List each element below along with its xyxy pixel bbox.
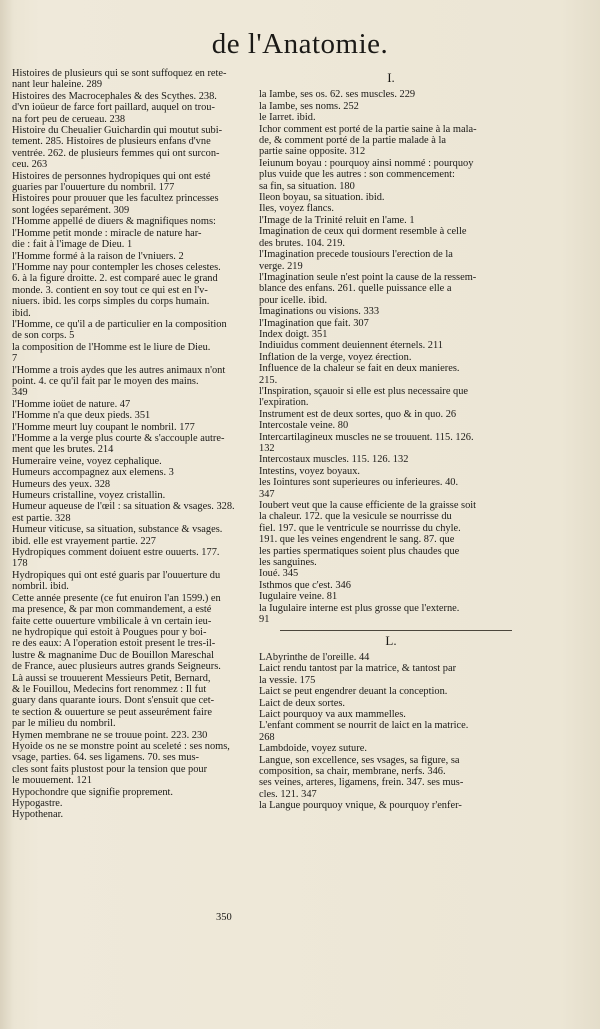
index-line: l'Homme, ce qu'il a de particulier en la composition: [12, 318, 227, 330]
index-line: 347: [259, 488, 275, 500]
index-line: la Iambe, ses noms. 252: [259, 100, 359, 112]
index-line: Ichor comment est porté de la partie saine à la mala-: [259, 123, 477, 135]
index-line: guaries par l'ouuerture du nombril. 177: [12, 182, 175, 194]
index-line: Hypogastre.: [12, 798, 63, 809]
index-line: Intercostale veine. 80: [259, 420, 349, 432]
index-line: Hydropiques comment doiuent estre ouuerts. 177.: [12, 547, 220, 559]
index-line: ceu. 263: [12, 159, 48, 171]
index-line: Humeur aqueuse de l'œil : sa situation & vsages. 328.: [12, 501, 235, 513]
index-line: 268: [259, 731, 275, 743]
index-line: l'Homme meurt luy coupant le nombril. 177: [12, 421, 195, 433]
index-line: Histoires de personnes hydropiques qui ont esté: [12, 170, 211, 182]
index-line: re des eaux: A l'operation estoit present le tres-il-: [12, 638, 216, 650]
index-line: l'Imagination seule n'est point la cause de la ressem-: [259, 271, 477, 283]
index-line: d'vn ioüeur de farce fort paillard, auquel on trou-: [12, 102, 215, 114]
left-index-column: [12, 68, 278, 821]
index-line: Indiuidus comment deuiennent éternels. 211: [259, 340, 444, 352]
page-number: 350: [216, 912, 232, 923]
right-index-column: [259, 68, 523, 812]
index-line: Laict rendu tantost par la matrice, & tantost par: [259, 663, 457, 675]
index-line: Hydropiques qui ont esté guaris par l'ouuerture du: [12, 569, 221, 581]
index-line: ibid. elle est vrayement partie. 227: [12, 535, 156, 547]
index-line: l'expiration.: [259, 397, 309, 409]
index-line: nombril. ibid.: [12, 581, 69, 593]
index-line: Imaginations ou visions. 333: [259, 306, 380, 318]
index-line: ma presence, & par mon commandement, a esté: [12, 604, 212, 616]
index-line: LAbyrinthe de l'oreille. 44: [259, 651, 370, 663]
index-line: 178: [12, 558, 28, 570]
index-line: Influence de la chaleur se fait en deux manieres.: [259, 363, 460, 375]
index-line: Humeurs des yeux. 328: [12, 478, 111, 490]
index-line: te section & ouuerture se peut asseurément faire: [12, 706, 212, 718]
index-line: la composition de l'Homme est le liure de Dieu.: [12, 341, 211, 353]
index-line: l'Homme ioüet de nature. 47: [12, 398, 131, 410]
index-line: Lambdoide, voyez suture.: [259, 743, 367, 755]
index-line: 349: [12, 387, 28, 399]
section-i-entries: [259, 89, 523, 625]
index-line: Humeurs cristalline, voyez cristallin.: [12, 490, 166, 502]
index-line: monde. 3. contient en soy tout ce qui est en l'v-: [12, 284, 208, 296]
index-line: composition, sa chair, membrane, nerfs. 346.: [259, 765, 446, 777]
index-line: 91: [259, 614, 270, 626]
index-line: ment que les brutes. 214: [12, 444, 114, 456]
index-line: l'Homme nay pour contempler les choses celestes.: [12, 261, 221, 273]
section-divider: [280, 630, 512, 631]
page-title: de l'Anatomie.: [211, 28, 389, 60]
section-l-entries: [259, 652, 523, 812]
index-line: Ioué. 345: [259, 568, 299, 580]
index-line: faite cette ouuerture vmbilicale à vn certain ieu-: [12, 615, 212, 627]
index-line: Là aussi se trouuerent Messieurs Petit, Bernard,: [12, 672, 211, 684]
index-line: ibid.: [12, 307, 31, 319]
index-line: la Langue pourquoy vnique, & pourquoy r'enfer-: [259, 800, 462, 812]
index-line: l'Homme formé à la raison de l'vniuers. 2: [12, 250, 184, 262]
index-line: & le Fouillou, Medecins fort renommez : Il fut: [12, 683, 207, 695]
index-line: Histoires de plusieurs qui se sont suffoquez en rete-: [12, 68, 227, 79]
index-line: le mouuement. 121: [12, 775, 92, 787]
index-line: sa fin, sa situation. 180: [259, 180, 355, 192]
index-line: fiel. 197. que le ventricule se nourrisse du chyle.: [259, 522, 461, 534]
index-line: les Iointures sont superieures ou inferieures. 40.: [259, 477, 459, 489]
index-line: na fort peu de cerueau. 238: [12, 113, 126, 125]
index-line: sont logées separément. 309: [12, 204, 130, 216]
index-line: l'Homme appellé de diuers & magnifiques noms:: [12, 216, 216, 228]
index-line: de, & comment porté de la partie malade à la: [259, 135, 446, 147]
index-line: la chaleur. 172. que la vesicule se nourrisse du: [259, 511, 452, 523]
index-line: Inflation de la verge, voyez érection.: [259, 351, 412, 363]
index-line: Instrument est de deux sortes, quo & in quo. 26: [259, 408, 457, 420]
index-line: Cette année presente (ce fut enuiron l'an 1599.) en: [12, 592, 221, 604]
index-line: Ioubert veut que la cause efficiente de la graisse soit: [259, 500, 477, 512]
index-line: est partie. 328: [12, 512, 71, 524]
index-line: 132: [259, 443, 275, 454]
index-line: l'Imagination precede tousiours l'erection de la: [259, 249, 453, 261]
index-line: Intercostaux muscles. 115. 126. 132: [259, 454, 409, 466]
index-line: Humeurs accompagnez aux elemens. 3: [12, 467, 174, 479]
index-line: Laict se peut engendrer deuant la conception.: [259, 686, 448, 698]
index-line: Langue, son excellence, ses vsages, sa figure, sa: [259, 754, 460, 766]
index-line: tement. 285. Histoires de plusieurs enfans d'vne: [12, 136, 211, 148]
index-line: Laict pourquoy va aux mammelles.: [259, 708, 406, 720]
index-line: ne hydropique qui estoit à Pougues pour y boi-: [12, 626, 207, 638]
index-line: l'Homme n'a que deux pieds. 351: [12, 410, 151, 422]
index-line: cles. 121. 347: [259, 788, 317, 800]
index-line: vsage, parties. 64. ses ligamens. 70. ses mus-: [12, 752, 200, 764]
index-line: Ileon boyau, sa situation. ibid.: [259, 192, 385, 204]
index-line: 7: [12, 353, 18, 365]
index-line: Hymen membrane ne se trouue point. 223. 230: [12, 729, 208, 741]
index-line: le Iarret. ibid.: [259, 112, 316, 124]
index-line: niuers. ibid. les corps simples du corps humain.: [12, 296, 210, 308]
index-line: les sanguines.: [259, 557, 317, 569]
index-line: l'Inspiration, sçauoir si elle est plus necessaire que: [259, 385, 469, 397]
index-line: Iugulaire veine. 81: [259, 591, 338, 603]
index-line: Iles, voyez flancs.: [259, 203, 335, 215]
index-line: point. 4. ce qu'il fait par le moyen des mains.: [12, 375, 199, 387]
index-line: Histoires des Macrocephales & des Scythes. 238.: [12, 90, 217, 102]
index-line: Hyoide os ne se monstre point au sceleté : ses noms,: [12, 740, 230, 752]
index-line: Index doigt. 351: [259, 328, 328, 340]
index-line: des brutes. 104. 219.: [259, 237, 346, 249]
index-line: par le milieu du nombril.: [12, 718, 116, 730]
index-line: plus vuide que les autres : son commencement:: [259, 169, 455, 181]
index-line: ses veines, arteres, ligamens, frein. 347. ses mus-: [259, 777, 464, 789]
index-line: la vessie. 175: [259, 674, 316, 686]
index-line: guary dans quarante iours. Dont s'ensuit que cet-: [12, 695, 215, 707]
index-line: Imagination de ceux qui dorment resemble à celle: [259, 226, 467, 238]
section-letter-i: I.: [387, 70, 395, 85]
index-line: partie saine opposite. 312: [259, 146, 366, 158]
index-line: 6. à la figure droitte. 2. est comparé auec le grand: [12, 273, 218, 285]
index-line: Intestins, voyez boyaux.: [259, 465, 360, 477]
index-line: Humeraire veine, voyez cephalique.: [12, 455, 162, 467]
index-line: Intercartilagineux muscles ne se trouuent. 115. 126.: [259, 431, 474, 443]
index-line: de son corps. 5: [12, 330, 75, 342]
index-line: de France, auec plusieurs autres grands Seigneurs.: [12, 661, 221, 673]
section-letter-l: L.: [385, 632, 397, 648]
index-line: Hypothenar.: [12, 809, 64, 821]
index-line: les parties spermatiques soient plus chaudes que: [259, 545, 460, 557]
index-line: l'Homme a trois aydes que les autres animaux n'ont: [12, 364, 226, 376]
index-line: l'Imagination que fait. 307: [259, 317, 369, 329]
index-line: Histoires pour prouuer que les facultez princesses: [12, 193, 219, 205]
index-line: nant leur haleine. 289: [12, 79, 103, 91]
index-line: verge. 219: [259, 260, 303, 272]
index-line: Ieiunum boyau : pourquoy ainsi nommé : pourquoy: [259, 157, 474, 169]
index-line: pour icelle. ibid.: [259, 294, 328, 306]
index-line: blance des enfans. 261. quelle puissance elle a: [259, 283, 452, 295]
index-line: cles sont faits plustost pour la tension que pour: [12, 763, 208, 775]
index-line: l'Homme a la verge plus courte & s'accouple autre-: [12, 433, 225, 444]
index-line: Isthmos que c'est. 346: [259, 579, 351, 591]
index-line: Histoire du Cheualier Guichardin qui moutut subi-: [12, 125, 223, 137]
index-line: die : fait à l'image de Dieu. 1: [12, 239, 133, 251]
index-line: la Iugulaire interne est plus grosse que l'externe.: [259, 602, 460, 614]
index-line: Hypochondre que signifie proprement.: [12, 786, 174, 798]
index-line: lustre & magnanime Duc de Bouillon Mareschal: [12, 649, 214, 661]
index-line: la Iambe, ses os. 62. ses muscles. 229: [259, 89, 416, 101]
index-line: l'Homme petit monde : miracle de nature har-: [12, 227, 202, 239]
index-line: Laict de deux sortes.: [259, 697, 345, 709]
index-line: 215.: [259, 374, 278, 386]
index-line: Humeur viticuse, sa situation, substance & vsages.: [12, 524, 223, 536]
index-line: l'Image de la Trinité reluit en l'ame. 1: [259, 214, 415, 226]
index-line: 191. que les veines engendrent le sang. 87. que: [259, 534, 455, 546]
index-line: ventrée. 262. de plusieurs femmes qui ont surcon-: [12, 147, 220, 159]
index-line: L'enfant comment se nourrit de laict en la matrice.: [259, 720, 469, 732]
